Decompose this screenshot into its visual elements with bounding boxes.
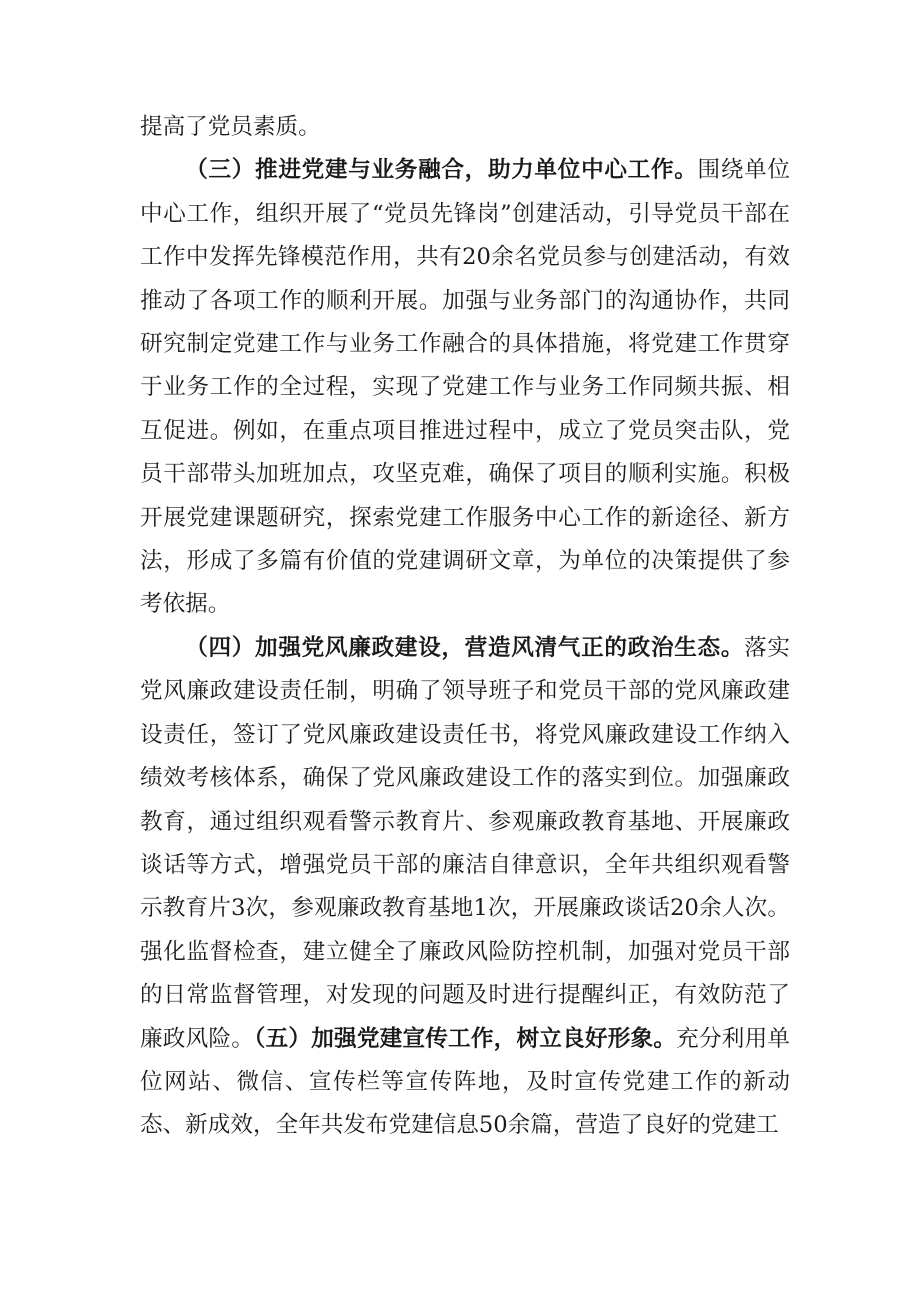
section-heading-3: （三）推进党建与业务融合，助力单位中心工作。: [185, 157, 698, 184]
paragraph-text: 落实党风廉政建设责任制，明确了领导班子和党员干部的党风廉政建设责任，签订了党风廉政建设责任书，将党风廉政建设工作纳入绩效考核体系，确保了党风廉政建设工作的落实到位。加强廉政教育，通过组织观看警示教育片、参观廉政教育基地、开展廉政谈话等方式，增强党员干部的廉洁自律意识，全年共组织观看警示教育片3次，参观廉政教育基地1次，开展廉政谈话20余人次。强化监督检查，建立健全了廉政风险防控机制，加强对党员干部的日常监督管理，对发现的问题及时进行提醒纠正，有效防范了廉政风险。: [140, 634, 791, 1052]
document-page: [140, 106, 790, 1148]
paragraph-continuation: [140, 106, 790, 149]
section-heading-5: （五）加强党建宣传工作，树立良好形象。: [254, 1025, 677, 1052]
section-heading-4: （四）加强党风廉政建设，营造风清气正的政治生态。: [185, 634, 745, 661]
paragraph-section-4: [140, 627, 790, 1148]
paragraph-text: 围绕单位中心工作，组织开展了“党员先锋岗”创建活动，引导党员干部在工作中发挥先锋模范作用，共有20余名党员参与创建活动，有效推动了各项工作的顺利开展。加强与业务部门的沟通协作，共同研究制定党建工作与业务工作融合的具体措施，将党建工作贯穿于业务工作的全过程，实现了党建工作与业务工作同频共振、相互促进。例如，在重点项目推进过程中，成立了党员突击队，党员干部带头加班加点，攻坚克难，确保了项目的顺利实施。积极开展党建课题研究，探索党建工作服务中心工作的新途径、新方法，形成了多篇有价值的党建调研文章，为单位的决策提供了参考依据。: [140, 157, 791, 618]
paragraph-text: 充分利用单位网站、微信、宣传栏等宣传阵地，及时宣传党建工作的新动态、新成效，全年共发布党建信息50余篇，营造了良好的党建工: [140, 1025, 791, 1139]
paragraph-text: 提高了党员素质。: [140, 114, 321, 140]
paragraph-section-3: [140, 149, 790, 626]
